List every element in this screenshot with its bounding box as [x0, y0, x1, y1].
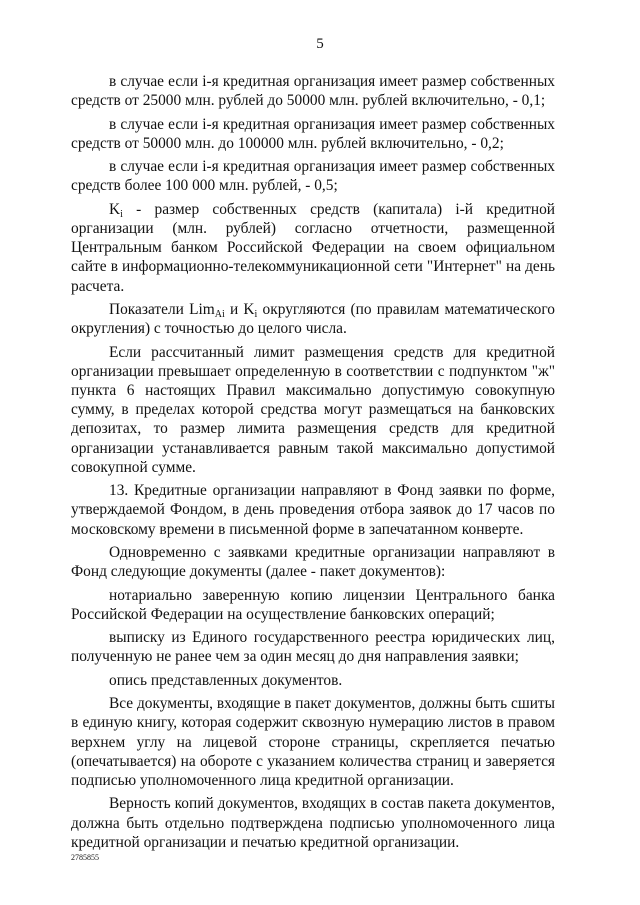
ki-definition: [71, 200, 555, 296]
k-symbol: K: [243, 300, 255, 318]
paragraph: нотариально заверенную копию лицензии Центрального банка Российской Федерации на осуществление банковских операций;: [71, 586, 555, 623]
k-subscript: i: [254, 308, 258, 320]
ki-symbol: K: [109, 200, 121, 218]
lim-symbol: Lim: [189, 300, 215, 318]
paragraph: Все документы, входящие в пакет документов, должны быть сшиты в единую книгу, которая содержит сквозную нумерацию листов в правом верхнем углу на лицевой стороне страницы, скрепляется печатью (опечатывается) на обороте с указанием количества страниц и заверяется подписью уполномоченного лица кредитной организации.: [71, 695, 555, 789]
paragraph: 13. Кредитные организации направляют в Фонд заявки по форме, утверждаемой Фондом, в день проведения отбора заявок до 17 часов по московскому времени в письменной форме в запечатанном конверте.: [71, 482, 555, 538]
paragraph: в случае если i-я кредитная организация имеет размер собственных средств от 50000 млн. до 100000 млн. рублей включительно, - 0,2;: [71, 115, 555, 152]
document-id: 2785855: [71, 853, 99, 862]
page-number: 5: [316, 36, 324, 52]
paragraph: Одновременно с заявками кредитные организации направляют в Фонд следующие документы (далее - пакет документов):: [71, 543, 555, 581]
paragraph: в случае если i-я кредитная организация имеет размер собственных средств от 25000 млн. рублей до 50000 млн. рублей включительно, - 0,1;: [71, 73, 555, 110]
rounding-text-middle: и: [224, 300, 244, 318]
rounding-text-after: округляются (по правилам математического округления) с точностью до целого числа.: [71, 300, 555, 338]
paragraph: Если рассчитанный лимит размещения средств для кредитной организации превышает определенную в соответствии с подпунктом "ж" пункта 6 настоящих Правил максимально допустимую совокупную сумму, в пределах которой средства могут размещаться на банковских депозитах, то размер лимита размещения средств для кредитной организации устанавливается равным такой максимально допустимой совокупной сумме.: [71, 343, 555, 476]
paragraph: опись представленных документов.: [109, 671, 343, 689]
rounding-paragraph: [71, 300, 555, 338]
paragraph: выписку из Единого государственного реестра юридических лиц, полученную не ранее чем за один месяц до дня направления заявки;: [71, 629, 555, 666]
rounding-text-before: Показатели: [109, 300, 190, 318]
document-body: [71, 72, 555, 852]
paragraph: Верность копий документов, входящих в состав пакета документов, должна быть отдельно подтверждена подписью уполномоченного лица кредитной организации и печатью кредитной организации.: [71, 795, 555, 851]
ki-subscript: i: [120, 208, 123, 220]
paragraph: в случае если i-я кредитная организация имеет размер собственных средств более 100 000 млн. рублей, - 0,5;: [71, 158, 555, 195]
lim-subscript: Ai: [214, 308, 225, 320]
ki-definition-text: - размер собственных средств (капитала) i-й кредитной организации (млн. рублей) согласно отчетности, размещенной Центральным банком Российской Федерации на своем официальном сайте в информационно-телекоммуникационной сети "Интернет" на день расчета.: [71, 200, 555, 295]
